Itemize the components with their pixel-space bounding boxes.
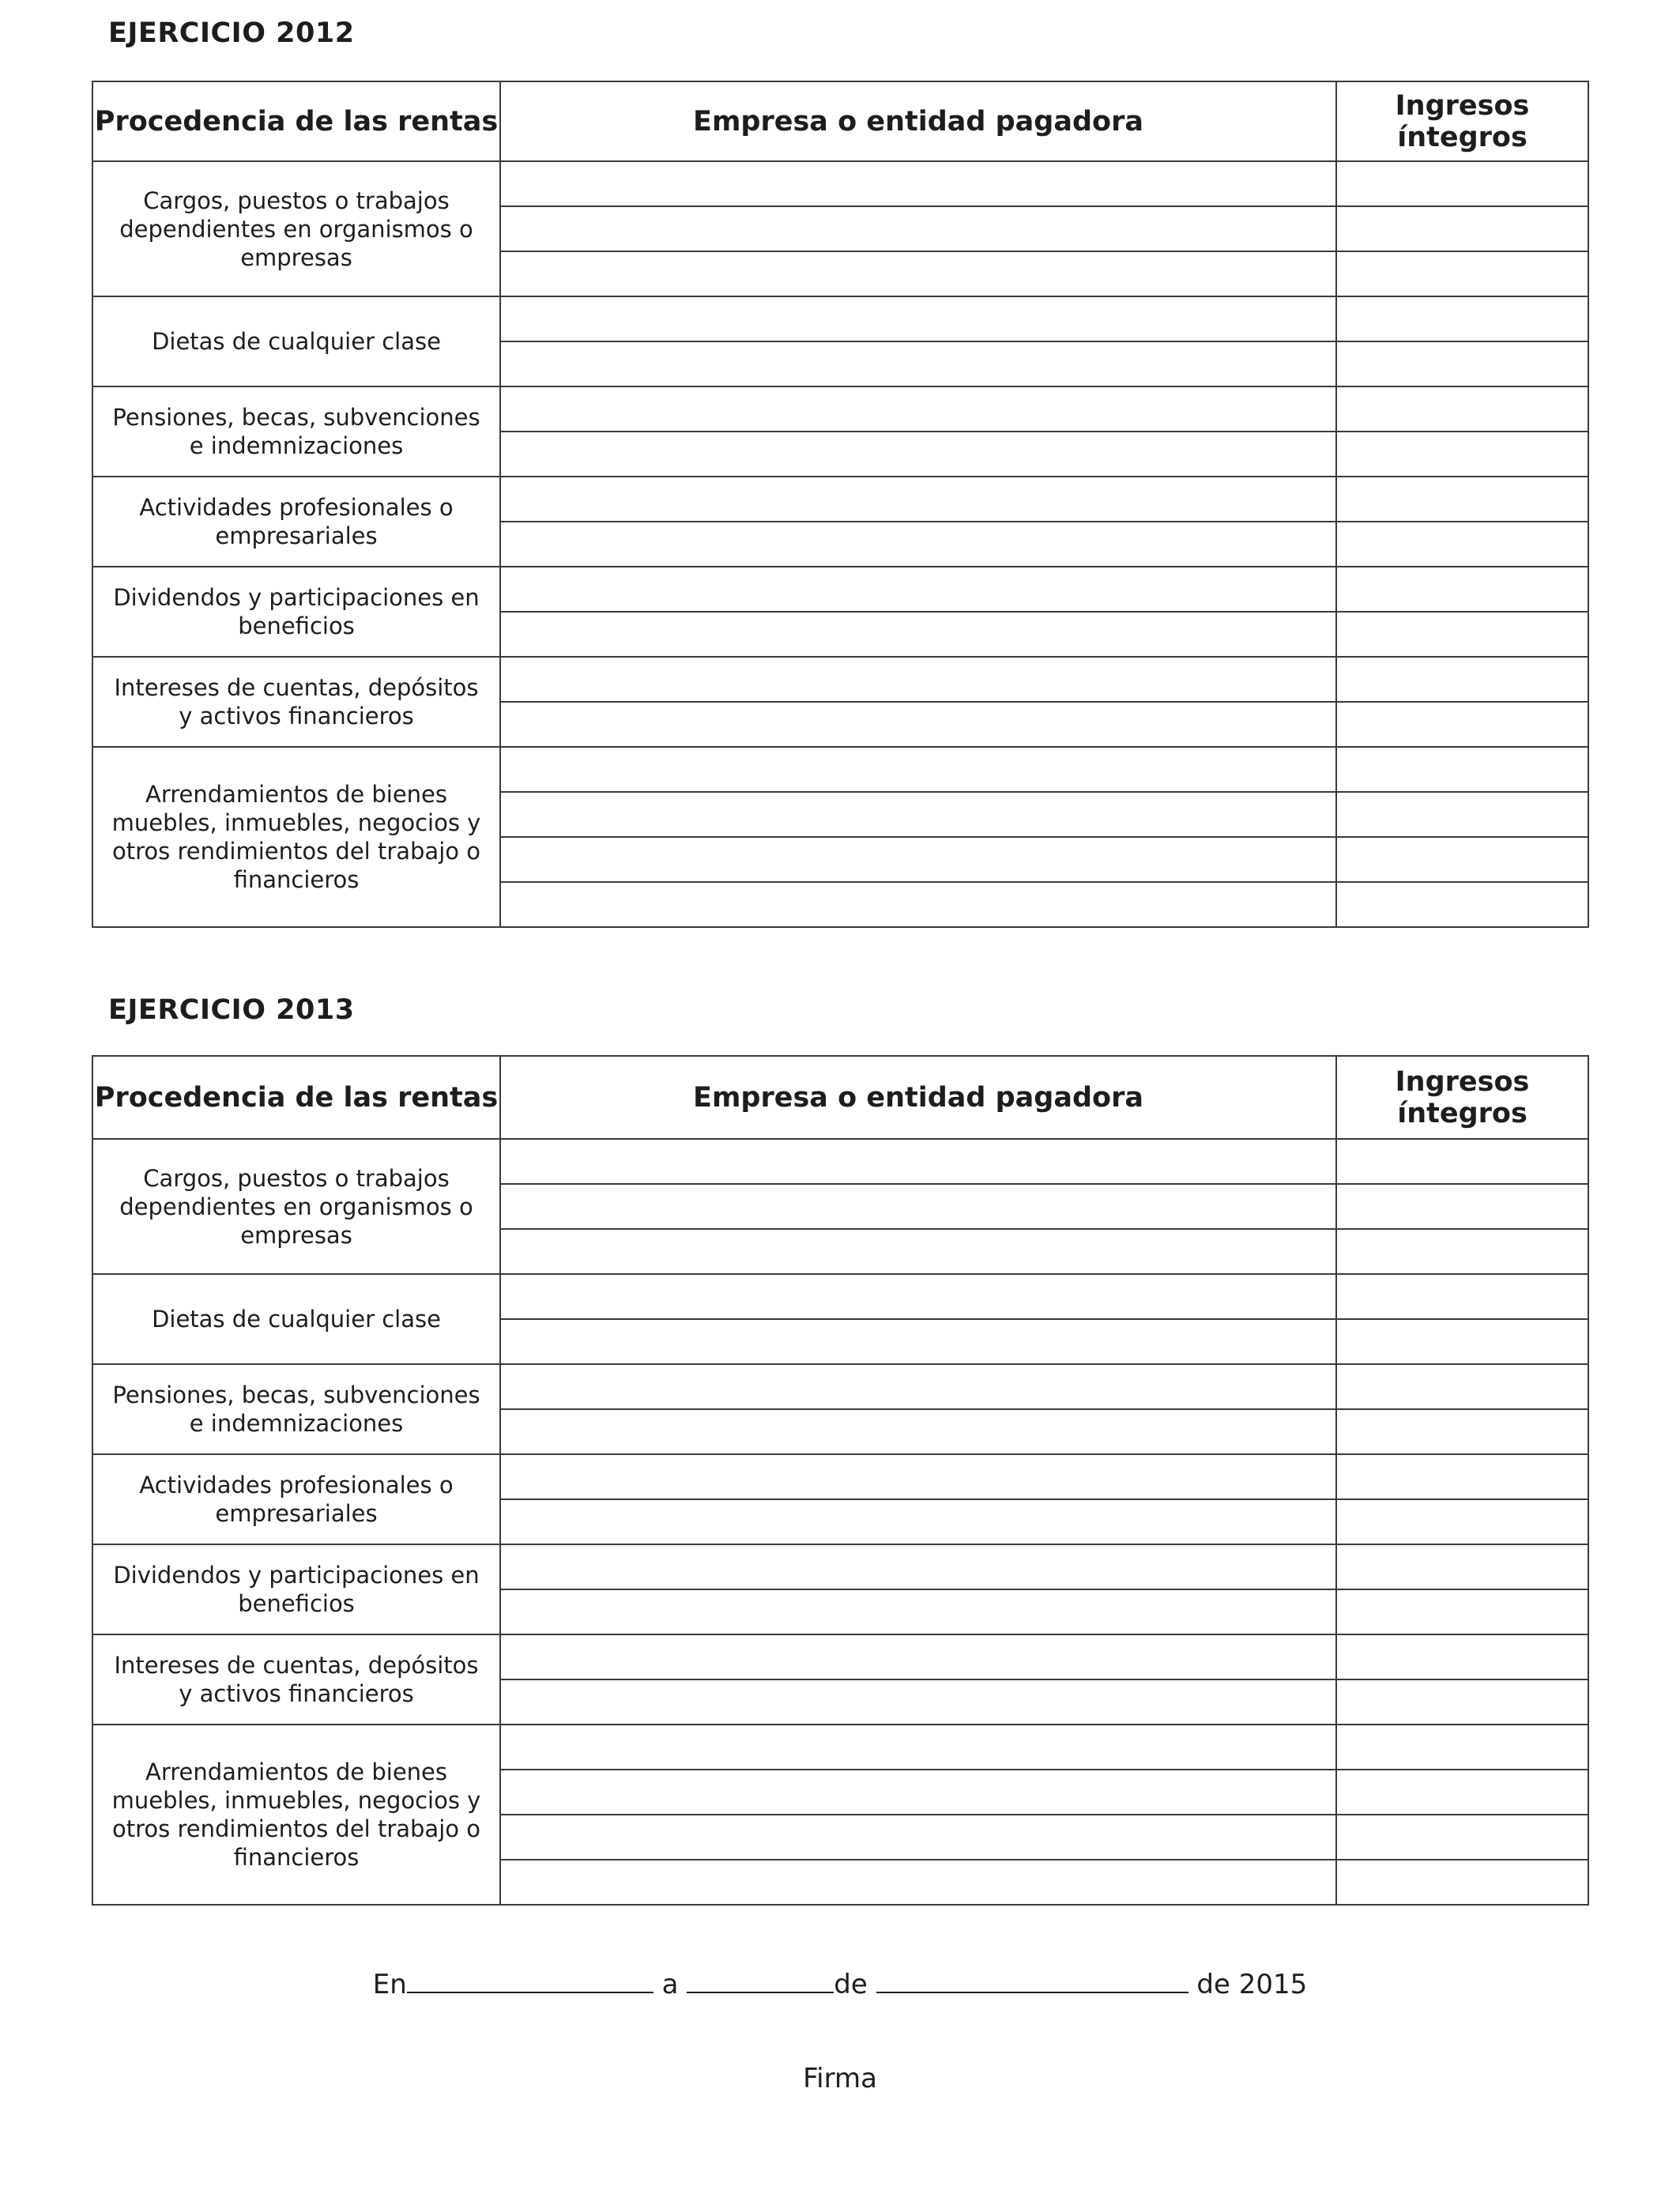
de-label: de <box>834 1969 868 2000</box>
empresa-entry-cell[interactable] <box>500 1319 1336 1364</box>
empresa-entry-cell[interactable] <box>500 1409 1336 1454</box>
category-label: Arrendamientos de bienes muebles, inmuebles, negocios y otros rendimientos del trabajo o financieros <box>92 1725 500 1905</box>
category-label: Pensiones, becas, subvenciones e indemnizaciones <box>92 1364 500 1454</box>
ingresos-entry-cell[interactable] <box>1336 1815 1588 1860</box>
header-empresa: Empresa o entidad pagadora <box>500 81 1336 161</box>
ingresos-entry-cell[interactable] <box>1336 1274 1588 1319</box>
ingresos-entry-cell[interactable] <box>1336 657 1588 702</box>
empresa-entry-cell[interactable] <box>500 522 1336 567</box>
empresa-entry-cell[interactable] <box>500 1725 1336 1770</box>
a-label: a <box>661 1969 679 2000</box>
empresa-entry-cell[interactable] <box>500 251 1336 296</box>
category-label: Actividades profesionales o empresariales <box>92 1454 500 1544</box>
header-ingresos-line1: Ingresos <box>1395 89 1530 122</box>
empresa-entry-cell[interactable] <box>500 1770 1336 1815</box>
header-procedencia: Procedencia de las rentas <box>92 81 500 161</box>
header-ingresos-line2: íntegros <box>1397 1097 1527 1129</box>
table-row <box>92 386 1588 432</box>
month-blank-field[interactable] <box>876 1968 1188 1993</box>
ingresos-entry-cell[interactable] <box>1336 161 1588 206</box>
ingresos-entry-cell[interactable] <box>1336 1499 1588 1544</box>
table-row <box>92 1274 1588 1319</box>
ingresos-entry-cell[interactable] <box>1336 1139 1588 1184</box>
empresa-entry-cell[interactable] <box>500 1364 1336 1409</box>
ingresos-entry-cell[interactable] <box>1336 1725 1588 1770</box>
ingresos-entry-cell[interactable] <box>1336 1544 1588 1589</box>
table-header-row <box>92 1056 1588 1139</box>
ingresos-entry-cell[interactable] <box>1336 1860 1588 1905</box>
day-blank-field[interactable] <box>687 1968 834 1993</box>
empresa-entry-cell[interactable] <box>500 882 1336 927</box>
empresa-entry-cell[interactable] <box>500 1860 1336 1905</box>
ingresos-entry-cell[interactable] <box>1336 1589 1588 1634</box>
empresa-entry-cell[interactable] <box>500 1589 1336 1634</box>
empresa-entry-cell[interactable] <box>500 702 1336 747</box>
header-procedencia: Procedencia de las rentas <box>92 1056 500 1139</box>
ingresos-entry-cell[interactable] <box>1336 1229 1588 1274</box>
ingresos-entry-cell[interactable] <box>1336 1770 1588 1815</box>
section-title-2012: EJERCICIO 2012 <box>108 17 355 49</box>
ingresos-entry-cell[interactable] <box>1336 206 1588 251</box>
ingresos-entry-cell[interactable] <box>1336 612 1588 657</box>
table-row <box>92 747 1588 792</box>
table-row <box>92 161 1588 206</box>
category-label: Dietas de cualquier clase <box>92 296 500 386</box>
place-blank-field[interactable] <box>407 1968 654 1993</box>
header-empresa: Empresa o entidad pagadora <box>500 1056 1336 1139</box>
empresa-entry-cell[interactable] <box>500 567 1336 612</box>
ingresos-entry-cell[interactable] <box>1336 1364 1588 1409</box>
table-row <box>92 296 1588 341</box>
empresa-entry-cell[interactable] <box>500 612 1336 657</box>
income-table-2012 <box>92 81 1589 928</box>
table-header-row <box>92 81 1588 161</box>
category-label: Dividendos y participaciones en beneficios <box>92 1544 500 1634</box>
empresa-entry-cell[interactable] <box>500 477 1336 522</box>
category-label: Intereses de cuentas, depósitos y activos financieros <box>92 1634 500 1725</box>
category-label: Intereses de cuentas, depósitos y activos financieros <box>92 657 500 747</box>
empresa-entry-cell[interactable] <box>500 792 1336 837</box>
empresa-entry-cell[interactable] <box>500 1634 1336 1679</box>
ingresos-entry-cell[interactable] <box>1336 882 1588 927</box>
header-ingresos <box>1336 81 1588 161</box>
table-row <box>92 657 1588 702</box>
signature-place-date-line <box>0 1968 1680 2000</box>
table-row <box>92 1364 1588 1409</box>
ingresos-entry-cell[interactable] <box>1336 477 1588 522</box>
empresa-entry-cell[interactable] <box>500 1229 1336 1274</box>
empresa-entry-cell[interactable] <box>500 1139 1336 1184</box>
ingresos-entry-cell[interactable] <box>1336 341 1588 386</box>
empresa-entry-cell[interactable] <box>500 161 1336 206</box>
ingresos-entry-cell[interactable] <box>1336 1319 1588 1364</box>
ingresos-entry-cell[interactable] <box>1336 1409 1588 1454</box>
firma-label: Firma <box>803 2063 877 2094</box>
category-label: Dividendos y participaciones en beneficios <box>92 567 500 657</box>
empresa-entry-cell[interactable] <box>500 1184 1336 1229</box>
header-ingresos-line1: Ingresos <box>1395 1065 1530 1098</box>
ingresos-entry-cell[interactable] <box>1336 1184 1588 1229</box>
category-label: Cargos, puestos o trabajos dependientes en organismos o empresas <box>92 161 500 296</box>
ingresos-entry-cell[interactable] <box>1336 567 1588 612</box>
table-row <box>92 1634 1588 1679</box>
income-table-2013 <box>92 1055 1589 1906</box>
ingresos-entry-cell[interactable] <box>1336 251 1588 296</box>
empresa-entry-cell[interactable] <box>500 1679 1336 1725</box>
empresa-entry-cell[interactable] <box>500 432 1336 477</box>
category-label: Dietas de cualquier clase <box>92 1274 500 1364</box>
table-row <box>92 567 1588 612</box>
ingresos-entry-cell[interactable] <box>1336 522 1588 567</box>
ingresos-entry-cell[interactable] <box>1336 1679 1588 1725</box>
empresa-entry-cell[interactable] <box>500 657 1336 702</box>
header-ingresos-line2: íntegros <box>1397 121 1527 153</box>
header-ingresos <box>1336 1056 1588 1139</box>
category-label: Pensiones, becas, subvenciones e indemnizaciones <box>92 386 500 477</box>
ingresos-entry-cell[interactable] <box>1336 747 1588 792</box>
year-label: de 2015 <box>1196 1969 1308 2000</box>
empresa-entry-cell[interactable] <box>500 386 1336 432</box>
ingresos-entry-cell[interactable] <box>1336 1454 1588 1499</box>
table-row <box>92 1139 1588 1184</box>
empresa-entry-cell[interactable] <box>500 206 1336 251</box>
ingresos-entry-cell[interactable] <box>1336 432 1588 477</box>
table-row <box>92 1725 1588 1770</box>
section-title-2013: EJERCICIO 2013 <box>108 994 355 1026</box>
empresa-entry-cell[interactable] <box>500 296 1336 341</box>
empresa-entry-cell[interactable] <box>500 1454 1336 1499</box>
ingresos-entry-cell[interactable] <box>1336 837 1588 882</box>
table-row <box>92 1454 1588 1499</box>
ingresos-entry-cell[interactable] <box>1336 702 1588 747</box>
category-label: Arrendamientos de bienes muebles, inmuebles, negocios y otros rendimientos del trabajo o financieros <box>92 747 500 927</box>
category-label: Actividades profesionales o empresariales <box>92 477 500 567</box>
ingresos-entry-cell[interactable] <box>1336 1634 1588 1679</box>
ingresos-entry-cell[interactable] <box>1336 386 1588 432</box>
empresa-entry-cell[interactable] <box>500 341 1336 386</box>
category-label: Cargos, puestos o trabajos dependientes en organismos o empresas <box>92 1139 500 1274</box>
empresa-entry-cell[interactable] <box>500 1274 1336 1319</box>
empresa-entry-cell[interactable] <box>500 837 1336 882</box>
en-label: En <box>372 1969 407 2000</box>
ingresos-entry-cell[interactable] <box>1336 296 1588 341</box>
empresa-entry-cell[interactable] <box>500 1499 1336 1544</box>
table-row <box>92 1544 1588 1589</box>
empresa-entry-cell[interactable] <box>500 747 1336 792</box>
empresa-entry-cell[interactable] <box>500 1815 1336 1860</box>
table-row <box>92 477 1588 522</box>
ingresos-entry-cell[interactable] <box>1336 792 1588 837</box>
empresa-entry-cell[interactable] <box>500 1544 1336 1589</box>
